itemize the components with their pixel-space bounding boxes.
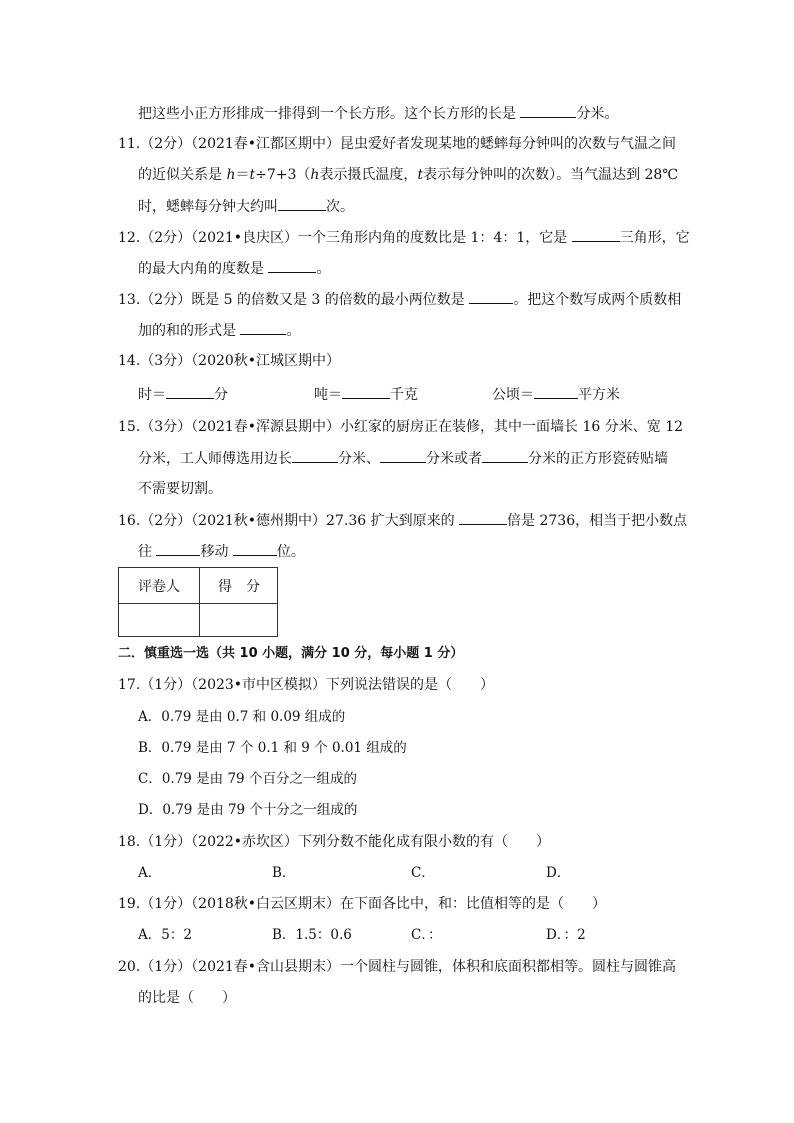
answer-blank[interactable] [268, 258, 316, 273]
q11-text: 的近似关系是 [138, 167, 222, 183]
q18-stem: 18.（1分）（2022•赤坎区）下列分数不能化成有限小数的有（ ） [118, 834, 551, 850]
q19-stem: 19.（1分）（2018秋•白云区期末）在下面各比中，和：比值相等的是（ ） [118, 896, 607, 912]
q14-text: 公顷＝ [492, 387, 534, 403]
answer-blank[interactable] [572, 227, 620, 242]
q14-text: 分 [214, 387, 228, 403]
q20-stem: 20.（1分）（2021春•含山县期末）一个圆柱与圆锥，体积和底面积都相等。圆柱与圆锥高 [118, 959, 677, 975]
q12-text: 。 [316, 261, 331, 277]
answer-blank[interactable] [292, 448, 338, 463]
q18-option-c[interactable]: C． [411, 865, 435, 881]
q17-option-d[interactable]: D．0.79 是由 79 个十分之一组成的 [138, 802, 358, 818]
answer-blank[interactable] [459, 510, 507, 525]
q18-option-b[interactable]: B． [272, 865, 296, 881]
q11-text: 时，蟋蟀每分钟大约叫 [138, 199, 278, 215]
q17-option-c[interactable]: C．0.79 是由 79 个百分之一组成的 [138, 771, 357, 787]
q13-text: 加的和的形式是 [138, 323, 236, 339]
q12-line2 [138, 258, 330, 279]
answer-blank[interactable] [342, 384, 390, 399]
q12-text: 的最大内角的度数是 [138, 261, 264, 277]
q11-stem: 11.（2分）（2021春•江都区期中）昆虫爱好者发现某地的蟋蟀每分钟叫的次数与气温之间 [118, 136, 677, 152]
q17-option-a[interactable]: A．0.79 是由 0.7 和 0.09 组成的 [138, 709, 346, 725]
answer-blank[interactable] [156, 541, 200, 556]
q10-text: 把这些小正方形排成一排得到一个长方形。这个长方形的长是 [138, 106, 516, 122]
var-t: t [417, 167, 424, 183]
q14-text: 平方米 [578, 387, 620, 403]
q14-part-a [138, 384, 228, 405]
q19-option-b[interactable]: B．1.5：0.6 [272, 927, 352, 943]
q18-option-d[interactable]: D． [546, 865, 571, 881]
q14-text: 时＝ [138, 387, 166, 403]
q14-part-c [492, 384, 620, 405]
answer-blank[interactable] [166, 384, 214, 399]
q11-line2 [138, 165, 678, 185]
q18-option-a[interactable]: A． [138, 865, 162, 881]
answer-blank[interactable] [278, 196, 326, 211]
q15-stem: 15.（3分）（2021春•浑源县期中）小红家的厨房正在装修，其中一面墙长 16 分米、宽 12 [118, 419, 684, 435]
answer-blank[interactable] [482, 448, 528, 463]
q13-text: 。 [286, 323, 301, 339]
q17-stem: 17.（1分）（2023•市中区模拟）下列说法错误的是（ ） [118, 677, 495, 693]
answer-blank[interactable] [240, 320, 286, 335]
q16-line2 [138, 541, 305, 562]
q12-text: 12.（2分）（2021•良庆区）一个三角形内角的度数比是 1：4：1，它是 [118, 230, 568, 246]
q11-text: ÷7+3（ [255, 167, 311, 183]
score-header: 得 分 [218, 579, 260, 595]
q11-line3 [138, 196, 354, 217]
score-table [118, 567, 278, 637]
q13-text: 。把这个数写成两个质数相 [513, 292, 682, 308]
q13-stem [118, 289, 681, 310]
q16-text: 往 [138, 544, 152, 560]
q19-option-a[interactable]: A．5：2 [138, 927, 192, 943]
q16-text: 16.（2分）（2021秋•德州期中）27.36 扩大到原来的 [118, 513, 455, 529]
q19-option-d[interactable]: D．：2 [546, 927, 586, 943]
answer-blank[interactable] [233, 541, 277, 556]
answer-blank[interactable] [380, 448, 426, 463]
q14-text: 千克 [390, 387, 418, 403]
var-h: h [226, 167, 236, 183]
answer-blank[interactable] [469, 289, 513, 304]
q16-text: 移动 [200, 544, 229, 560]
grader-header: 评卷人 [138, 579, 180, 595]
var-t: t [249, 167, 256, 183]
q17-option-b[interactable]: B．0.79 是由 7 个 0.1 和 9 个 0.01 组成的 [138, 740, 407, 756]
answer-blank[interactable] [520, 103, 576, 118]
section-heading: 二．慎重选一选（共 10 小题，满分 10 分，每小题 1 分） [118, 646, 464, 661]
q15-text: 分米的正方形瓷砖贴墙 [528, 451, 668, 467]
q11-text: 表示每分钟叫的次数）。当气温达到 28℃ [423, 167, 679, 183]
q14-text: 吨＝ [314, 387, 342, 403]
q20-line2: 的比是（ ） [138, 990, 236, 1006]
answer-blank[interactable] [534, 384, 578, 399]
table-divider [119, 603, 277, 604]
q15-line2 [138, 448, 668, 469]
q11-text: 次。 [326, 199, 354, 215]
q19-option-c[interactable]: C．： [411, 927, 442, 943]
q12-text: 三角形，它 [619, 230, 690, 246]
q14-stem: 14.（3分）（2020秋•江城区期中） [118, 353, 341, 369]
q13-text: 13.（2分）既是 5 的倍数又是 3 的倍数的最小两位数是 [118, 292, 465, 308]
q10-continuation [138, 103, 618, 124]
q16-stem [118, 510, 687, 531]
q15-text: 分米，工人师傅选用边长 [138, 451, 292, 467]
q16-text: 位。 [276, 544, 305, 560]
q13-line2 [138, 320, 300, 341]
q15-text: 分米或者 [426, 451, 482, 467]
equals-sign: ＝ [235, 167, 250, 183]
q15-line3: 不需要切割。 [138, 481, 222, 497]
q12-stem [118, 227, 690, 248]
q10-unit: 分米。 [576, 106, 619, 122]
q14-part-b [314, 384, 418, 405]
q16-text: 倍是 2736，相当于把小数点 [507, 513, 688, 529]
var-h: h [310, 167, 320, 183]
q11-text: 表示摄氏温度， [319, 167, 418, 183]
q15-text: 分米、 [338, 451, 380, 467]
